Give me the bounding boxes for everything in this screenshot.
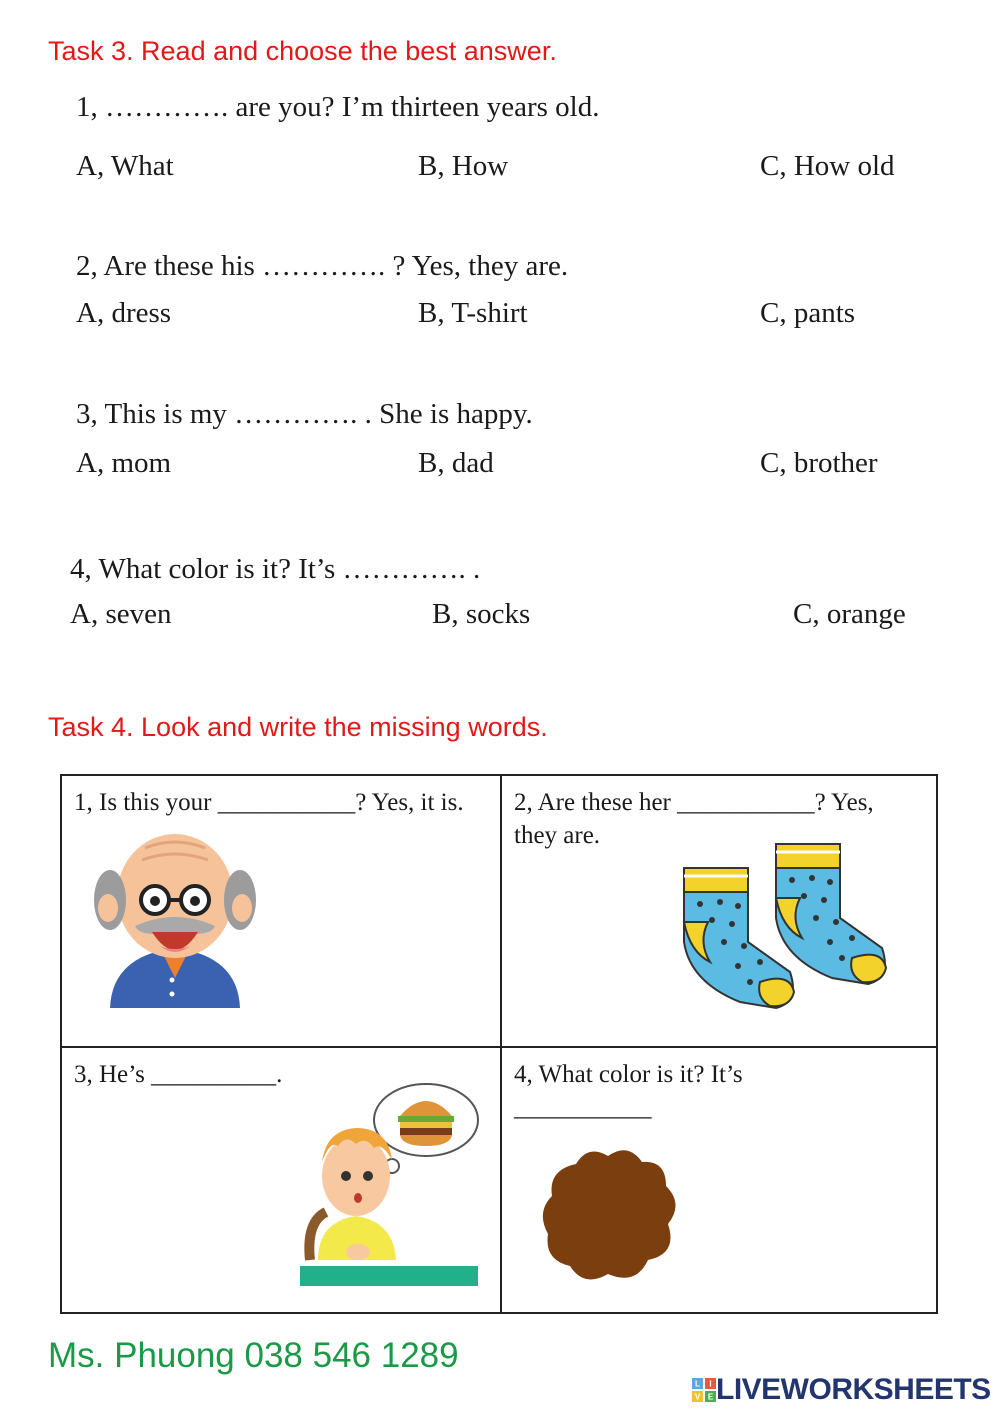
cell-3-text[interactable]: 3, He’s __________.	[74, 1061, 283, 1088]
author-contact: Ms. Phuong 038 546 1289	[48, 1336, 459, 1375]
question-1-prompt: 1, …………. are you? I’m thirteen years old.	[76, 91, 600, 123]
question-4-option-b[interactable]: B, socks	[432, 598, 531, 630]
cell-4-text[interactable]: 4, What color is it? It’s ___________	[514, 1061, 743, 1121]
question-3-prompt: 3, This is my …………. . She is happy.	[76, 398, 533, 430]
task4-picture-grid	[60, 774, 938, 1314]
question-2-option-a[interactable]: A, dress	[76, 297, 172, 329]
liveworksheets-brand[interactable]	[692, 1372, 991, 1408]
brown-blob-image	[536, 1142, 686, 1292]
logo-letter-i: I	[709, 1379, 712, 1389]
liveworksheets-wordmark: LIVEWORKSHEETS	[716, 1373, 991, 1406]
cell-1-text[interactable]: 1, Is this your ___________? Yes, it is.	[74, 789, 464, 816]
question-4-prompt: 4, What color is it? It’s …………. .	[70, 553, 481, 585]
question-1-option-c[interactable]: C, How old	[760, 150, 895, 182]
logo-letter-v: V	[694, 1392, 701, 1402]
grandfather-image	[90, 828, 260, 1018]
hungry-boy-image	[296, 1082, 492, 1288]
cell-2-text[interactable]: 2, Are these her ___________? Yes, they are.	[514, 789, 874, 849]
liveworksheets-logo-icon	[692, 1378, 716, 1402]
question-4-option-c[interactable]: C, orange	[793, 598, 906, 630]
logo-letter-e: E	[707, 1392, 714, 1402]
question-3-option-c[interactable]: C, brother	[760, 447, 878, 479]
task3-heading: Task 3. Read and choose the best answer.	[48, 36, 557, 66]
question-3-option-a[interactable]: A, mom	[76, 447, 172, 479]
question-2-option-b[interactable]: B, T-shirt	[418, 297, 528, 329]
question-1-option-b[interactable]: B, How	[418, 150, 509, 182]
task4-heading: Task 4. Look and write the missing words.	[48, 712, 548, 742]
socks-image	[680, 842, 890, 1012]
logo-letter-l: L	[695, 1379, 700, 1389]
question-1-option-a[interactable]: A, What	[76, 150, 174, 182]
question-3-option-b[interactable]: B, dad	[418, 447, 494, 479]
question-2-option-c[interactable]: C, pants	[760, 297, 856, 329]
question-2-prompt: 2, Are these his …………. ? Yes, they are.	[76, 250, 569, 282]
question-4-option-a[interactable]: A, seven	[70, 598, 172, 630]
